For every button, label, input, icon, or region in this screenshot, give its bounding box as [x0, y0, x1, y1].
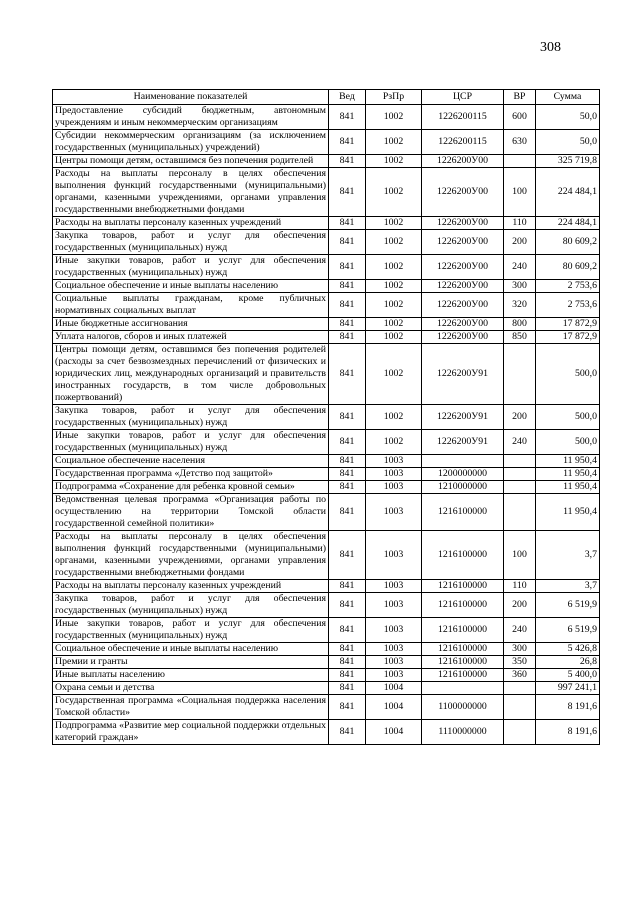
row-rzpr: 1003: [366, 468, 422, 481]
row-name: Иные выплаты населению: [53, 669, 329, 682]
row-ved: 841: [329, 656, 366, 669]
table-row: [53, 130, 600, 155]
row-vr: [504, 494, 536, 531]
row-csr: 1216100000: [422, 669, 504, 682]
row-vr: [504, 481, 536, 494]
row-vr: 240: [504, 430, 536, 455]
row-sum: 3,7: [536, 531, 600, 580]
table-row: [53, 656, 600, 669]
row-csr: [422, 682, 504, 695]
row-rzpr: 1003: [366, 643, 422, 656]
row-vr: [504, 344, 536, 405]
row-rzpr: 1003: [366, 669, 422, 682]
row-csr: 1226200115: [422, 105, 504, 130]
table-row: [53, 280, 600, 293]
row-vr: [504, 682, 536, 695]
row-ved: 841: [329, 531, 366, 580]
table-row: [53, 293, 600, 318]
header-csr: ЦСР: [422, 90, 504, 105]
row-csr: 1226200У91: [422, 405, 504, 430]
row-sum: 2 753,6: [536, 293, 600, 318]
row-ved: 841: [329, 155, 366, 168]
table-row: [53, 580, 600, 593]
row-vr: [504, 155, 536, 168]
row-vr: 240: [504, 618, 536, 643]
row-vr: 200: [504, 230, 536, 255]
row-vr: 600: [504, 105, 536, 130]
table-row: [53, 230, 600, 255]
row-name: Расходы на выплаты персоналу в целях обеспечения выполнения функций государственными (муниципальными) органами, казенными учреждениями, органами управления государственными внебюджетными фондами: [53, 168, 329, 217]
row-csr: 1216100000: [422, 593, 504, 618]
row-sum: 11 950,4: [536, 455, 600, 468]
row-vr: [504, 695, 536, 720]
row-sum: 8 191,6: [536, 720, 600, 745]
row-ved: 841: [329, 217, 366, 230]
table-row: [53, 643, 600, 656]
row-ved: 841: [329, 593, 366, 618]
row-rzpr: 1002: [366, 105, 422, 130]
row-name: Премии и гранты: [53, 656, 329, 669]
row-name: Закупка товаров, работ и услуг для обеспечения государственных (муниципальных) нужд: [53, 405, 329, 430]
row-sum: 80 609,2: [536, 255, 600, 280]
row-name: Расходы на выплаты персоналу в целях обеспечения выполнения функций государственными (муниципальными) органами, казенными учреждениями, органами управления государственными внебюджетными фондами: [53, 531, 329, 580]
row-sum: 500,0: [536, 430, 600, 455]
row-sum: 50,0: [536, 105, 600, 130]
row-name: Социальное обеспечение и иные выплаты населению: [53, 280, 329, 293]
table-row: [53, 105, 600, 130]
row-csr: 1226200У00: [422, 280, 504, 293]
row-csr: 1226200115: [422, 130, 504, 155]
row-name: Закупка товаров, работ и услуг для обеспечения государственных (муниципальных) нужд: [53, 593, 329, 618]
row-vr: 110: [504, 217, 536, 230]
table-row: [53, 695, 600, 720]
table-row: [53, 255, 600, 280]
row-sum: 11 950,4: [536, 468, 600, 481]
row-rzpr: 1002: [366, 344, 422, 405]
table-row: [53, 217, 600, 230]
row-rzpr: 1002: [366, 318, 422, 331]
table-row: [53, 331, 600, 344]
table-row: [53, 593, 600, 618]
table-row: [53, 318, 600, 331]
row-vr: 850: [504, 331, 536, 344]
row-name: Иные бюджетные ассигнования: [53, 318, 329, 331]
row-name: Центры помощи детям, оставшимся без попечения родителей (расходы за счет безвозмездных перечислений от физических и юридических лиц, международных организаций и правительств иностранных государств, в том числе добровольных пожертвований): [53, 344, 329, 405]
table-row: [53, 682, 600, 695]
row-name: Подпрограмма «Развитие мер социальной поддержки отдельных категорий граждан»: [53, 720, 329, 745]
table-header-row: [53, 90, 600, 105]
row-sum: 50,0: [536, 130, 600, 155]
row-ved: 841: [329, 255, 366, 280]
row-name: Государственная программа «Детство под защитой»: [53, 468, 329, 481]
row-csr: 1100000000: [422, 695, 504, 720]
header-ved: Вед: [329, 90, 366, 105]
row-name: Субсидии некоммерческим организациям (за исключением государственных (муниципальных) учреждений): [53, 130, 329, 155]
row-rzpr: 1003: [366, 618, 422, 643]
row-csr: 1226200У91: [422, 430, 504, 455]
row-ved: 841: [329, 481, 366, 494]
row-vr: 300: [504, 280, 536, 293]
row-ved: 841: [329, 695, 366, 720]
row-name: Социальное обеспечение и иные выплаты населению: [53, 643, 329, 656]
row-sum: 17 872,9: [536, 331, 600, 344]
row-name: Уплата налогов, сборов и иных платежей: [53, 331, 329, 344]
row-ved: 841: [329, 168, 366, 217]
row-csr: 1200000000: [422, 468, 504, 481]
row-sum: 5 400,0: [536, 669, 600, 682]
row-rzpr: 1002: [366, 430, 422, 455]
row-ved: 841: [329, 331, 366, 344]
header-rzpr: РзПр: [366, 90, 422, 105]
row-ved: 841: [329, 105, 366, 130]
row-rzpr: 1003: [366, 531, 422, 580]
row-sum: 17 872,9: [536, 318, 600, 331]
row-name: Расходы на выплаты персоналу казенных учреждений: [53, 217, 329, 230]
table-row: [53, 720, 600, 745]
row-csr: 1226200У00: [422, 293, 504, 318]
row-ved: 841: [329, 318, 366, 331]
row-sum: 8 191,6: [536, 695, 600, 720]
row-rzpr: 1004: [366, 682, 422, 695]
table-row: [53, 481, 600, 494]
page-number: 308: [540, 40, 561, 55]
row-ved: 841: [329, 720, 366, 745]
row-csr: 1216100000: [422, 618, 504, 643]
row-rzpr: 1002: [366, 217, 422, 230]
row-vr: 200: [504, 593, 536, 618]
row-vr: 100: [504, 168, 536, 217]
header-name: Наименование показателей: [53, 90, 329, 105]
table-row: [53, 168, 600, 217]
budget-table: [52, 89, 600, 745]
row-name: Социальные выплаты гражданам, кроме публичных нормативных социальных выплат: [53, 293, 329, 318]
row-ved: 841: [329, 280, 366, 293]
row-sum: 224 484,1: [536, 168, 600, 217]
row-name: Государственная программа «Социальная поддержка населения Томской области»: [53, 695, 329, 720]
row-name: Предоставление субсидий бюджетным, автономным учреждениям и иным некоммерческим организациям: [53, 105, 329, 130]
row-sum: 6 519,9: [536, 618, 600, 643]
row-csr: 1216100000: [422, 494, 504, 531]
row-name: Центры помощи детям, оставшимся без попечения родителей: [53, 155, 329, 168]
row-rzpr: 1002: [366, 255, 422, 280]
table-row: [53, 494, 600, 531]
row-ved: 841: [329, 293, 366, 318]
row-sum: 11 950,4: [536, 481, 600, 494]
row-sum: 5 426,8: [536, 643, 600, 656]
row-ved: 841: [329, 669, 366, 682]
row-sum: 6 519,9: [536, 593, 600, 618]
row-ved: 841: [329, 344, 366, 405]
row-sum: 11 950,4: [536, 494, 600, 531]
row-sum: 325 719,8: [536, 155, 600, 168]
row-name: Расходы на выплаты персоналу казенных учреждений: [53, 580, 329, 593]
row-rzpr: 1002: [366, 280, 422, 293]
row-sum: 500,0: [536, 344, 600, 405]
row-vr: [504, 468, 536, 481]
row-name: Иные закупки товаров, работ и услуг для обеспечения государственных (муниципальных) нужд: [53, 430, 329, 455]
row-rzpr: 1003: [366, 656, 422, 669]
header-vr: ВР: [504, 90, 536, 105]
row-csr: 1226200У00: [422, 168, 504, 217]
row-name: Социальное обеспечение населения: [53, 455, 329, 468]
row-rzpr: 1003: [366, 580, 422, 593]
row-vr: 240: [504, 255, 536, 280]
row-vr: 630: [504, 130, 536, 155]
row-ved: 841: [329, 230, 366, 255]
row-sum: 224 484,1: [536, 217, 600, 230]
row-csr: 1226200У91: [422, 344, 504, 405]
table-row: [53, 531, 600, 580]
row-sum: 500,0: [536, 405, 600, 430]
row-rzpr: 1002: [366, 168, 422, 217]
row-rzpr: 1002: [366, 155, 422, 168]
row-csr: 1110000000: [422, 720, 504, 745]
row-ved: 841: [329, 468, 366, 481]
header-sum: Сумма: [536, 90, 600, 105]
row-vr: 100: [504, 531, 536, 580]
row-vr: 300: [504, 643, 536, 656]
row-rzpr: 1003: [366, 593, 422, 618]
row-sum: 2 753,6: [536, 280, 600, 293]
row-vr: 350: [504, 656, 536, 669]
row-vr: 110: [504, 580, 536, 593]
row-rzpr: 1003: [366, 494, 422, 531]
row-csr: 1216100000: [422, 531, 504, 580]
row-ved: 841: [329, 494, 366, 531]
table-row: [53, 344, 600, 405]
row-vr: 200: [504, 405, 536, 430]
row-rzpr: 1003: [366, 481, 422, 494]
row-ved: 841: [329, 682, 366, 695]
table-row: [53, 455, 600, 468]
row-name: Иные закупки товаров, работ и услуг для обеспечения государственных (муниципальных) нужд: [53, 618, 329, 643]
row-name: Закупка товаров, работ и услуг для обеспечения государственных (муниципальных) нужд: [53, 230, 329, 255]
row-ved: 841: [329, 130, 366, 155]
row-csr: 1216100000: [422, 643, 504, 656]
row-csr: 1216100000: [422, 656, 504, 669]
row-name: Иные закупки товаров, работ и услуг для обеспечения государственных (муниципальных) нужд: [53, 255, 329, 280]
row-name: Ведомственная целевая программа «Организация работы по осуществлению на территории Томской области государственной семейной политики»: [53, 494, 329, 531]
row-rzpr: 1002: [366, 230, 422, 255]
row-rzpr: 1003: [366, 455, 422, 468]
row-rzpr: 1004: [366, 720, 422, 745]
row-ved: 841: [329, 580, 366, 593]
row-ved: 841: [329, 405, 366, 430]
row-vr: 320: [504, 293, 536, 318]
row-ved: 841: [329, 430, 366, 455]
row-vr: 800: [504, 318, 536, 331]
row-sum: 3,7: [536, 580, 600, 593]
row-ved: 841: [329, 455, 366, 468]
row-rzpr: 1002: [366, 293, 422, 318]
table-row: [53, 155, 600, 168]
row-csr: 1226200У00: [422, 155, 504, 168]
row-sum: 26,8: [536, 656, 600, 669]
row-name: Подпрограмма «Сохранение для ребенка кровной семьи»: [53, 481, 329, 494]
row-csr: 1216100000: [422, 580, 504, 593]
row-csr: 1226200У00: [422, 255, 504, 280]
table-row: [53, 430, 600, 455]
row-ved: 841: [329, 618, 366, 643]
row-vr: [504, 455, 536, 468]
row-csr: 1210000000: [422, 481, 504, 494]
table-row: [53, 618, 600, 643]
row-csr: 1226200У00: [422, 318, 504, 331]
row-sum: 997 241,1: [536, 682, 600, 695]
row-rzpr: 1002: [366, 405, 422, 430]
row-csr: [422, 455, 504, 468]
row-csr: 1226200У00: [422, 217, 504, 230]
row-ved: 841: [329, 643, 366, 656]
row-vr: [504, 720, 536, 745]
row-csr: 1226200У00: [422, 331, 504, 344]
table-row: [53, 405, 600, 430]
table-row: [53, 669, 600, 682]
row-rzpr: 1002: [366, 331, 422, 344]
row-rzpr: 1004: [366, 695, 422, 720]
table-row: [53, 468, 600, 481]
row-vr: 360: [504, 669, 536, 682]
row-rzpr: 1002: [366, 130, 422, 155]
row-name: Охрана семьи и детства: [53, 682, 329, 695]
row-sum: 80 609,2: [536, 230, 600, 255]
row-csr: 1226200У00: [422, 230, 504, 255]
